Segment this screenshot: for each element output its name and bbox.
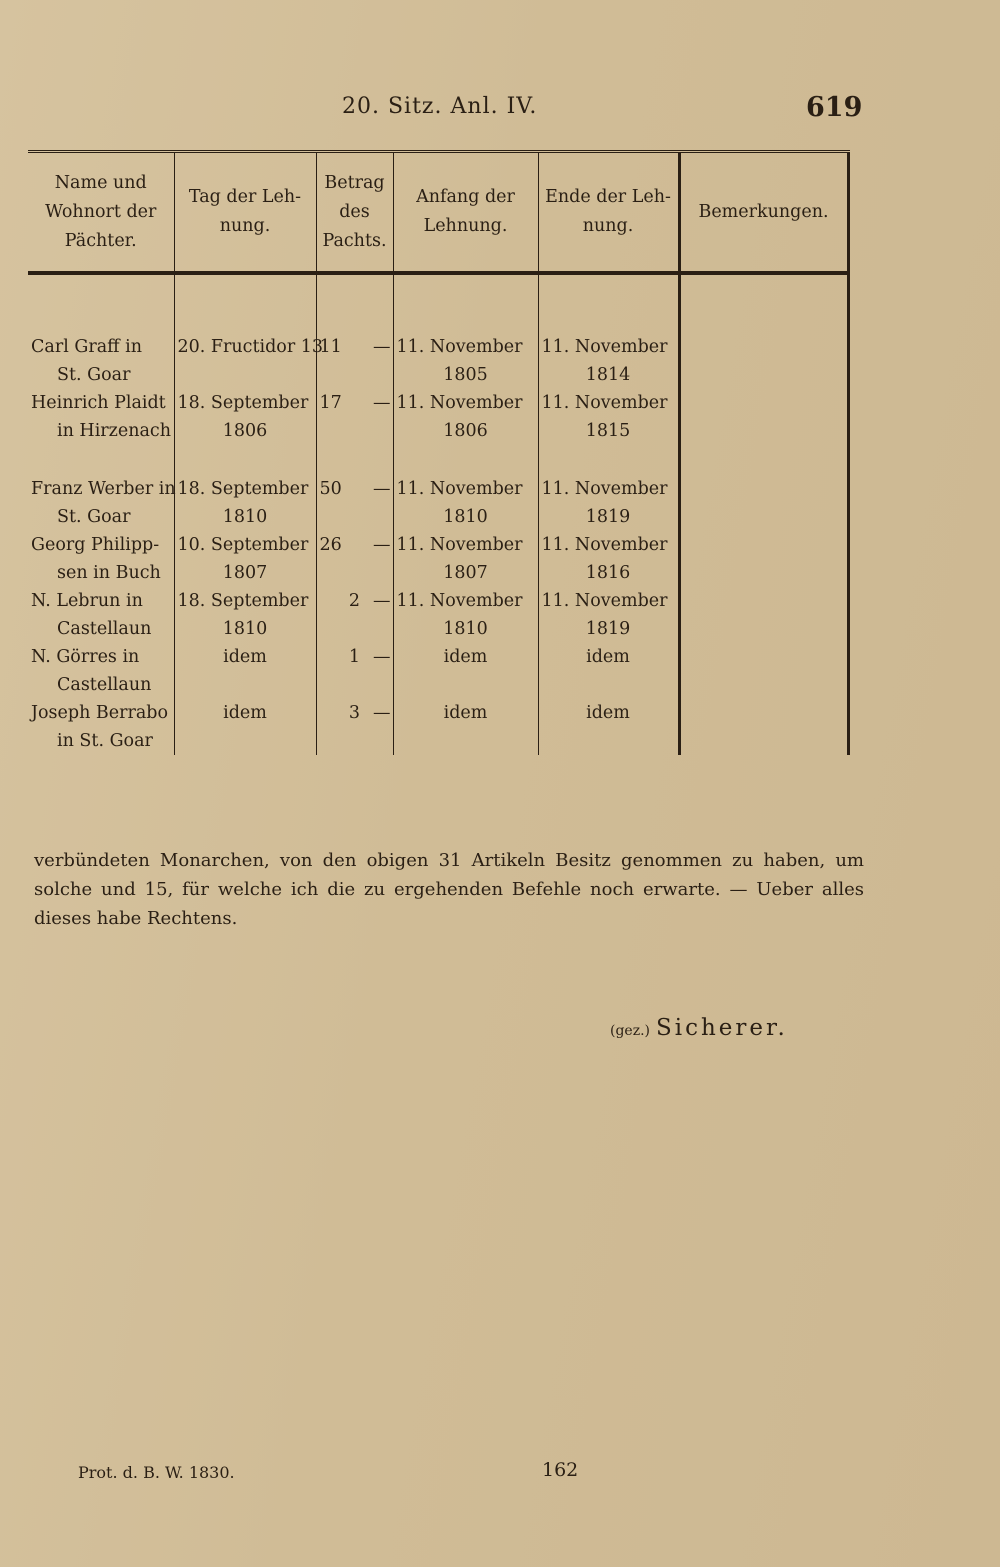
bemerkungen-cell	[679, 643, 848, 699]
name-line1: N. Lebrun in	[31, 591, 143, 611]
tag-cell	[174, 587, 316, 643]
ende-line2: 1819	[585, 619, 631, 639]
betrag-dash: —	[373, 479, 391, 499]
anfang-line1: 11. November	[396, 591, 523, 611]
ende-line1: 11. November	[541, 337, 668, 357]
tag-cell	[174, 699, 316, 755]
anfang-cell	[393, 333, 538, 389]
anfang-line2: 1807	[443, 563, 488, 583]
betrag-dash: —	[373, 535, 391, 555]
tag-cell	[174, 475, 316, 531]
anfang-line2: 1810	[443, 619, 488, 639]
betrag-value: 3	[348, 703, 361, 723]
tag-line1: idem	[223, 703, 267, 723]
tag-line1: 10. September	[177, 535, 309, 555]
page-number: 619	[806, 92, 863, 123]
signature-name: Sicherer.	[656, 1015, 788, 1041]
table-row	[28, 333, 848, 389]
name-line1: Heinrich Plaidt	[31, 393, 166, 413]
ende-line2: 1815	[585, 421, 631, 441]
bemerkungen-cell	[679, 475, 848, 531]
anfang-cell	[393, 643, 538, 699]
ende-line1: idem	[586, 703, 630, 723]
betrag-value: 2	[348, 591, 361, 611]
betrag-dash: —	[373, 393, 391, 413]
tag-line2: 1807	[222, 563, 268, 583]
tag-cell	[174, 643, 316, 699]
header-betrag: Betrag des Pachts.	[316, 152, 393, 274]
ende-cell	[538, 587, 679, 643]
tag-line1: idem	[223, 647, 267, 667]
name-cell	[28, 699, 174, 755]
name-line1: Joseph Berrabo	[31, 703, 169, 723]
footer-sheet-number: 162	[542, 1459, 579, 1481]
anfang-line1: 11. November	[396, 535, 523, 555]
header-tag: Tag der Leh- nung.	[174, 152, 316, 274]
betrag-dash: —	[373, 647, 391, 667]
lease-table	[28, 150, 850, 755]
ende-cell	[538, 699, 679, 755]
signature	[610, 1015, 788, 1041]
anfang-line1: 11. November	[396, 479, 523, 499]
anfang-line2: 1810	[443, 507, 488, 527]
table-row	[28, 389, 848, 445]
ende-line1: 11. November	[541, 393, 668, 413]
betrag-value: 1	[348, 647, 361, 667]
betrag-cell	[316, 587, 393, 643]
ende-cell	[538, 643, 679, 699]
tag-line1: 18. September	[177, 479, 309, 499]
ende-line1: 11. November	[541, 535, 668, 555]
name-line1: Georg Philipp-	[31, 535, 160, 555]
tag-line2: 1810	[222, 619, 268, 639]
name-cell	[28, 587, 174, 643]
tag-line2: 1806	[222, 421, 268, 441]
name-line1: Franz Werber in	[31, 479, 176, 499]
bemerkungen-cell	[679, 531, 848, 587]
betrag-dash: —	[373, 337, 391, 357]
ende-cell	[538, 475, 679, 531]
header-name: Name und Wohnort der Pächter.	[45, 172, 157, 251]
anfang-line2: 1805	[443, 365, 488, 385]
running-header: 20. Sitz. Anl. IV.	[342, 94, 538, 119]
bemerkungen-cell	[679, 587, 848, 643]
betrag-cell	[316, 643, 393, 699]
bemerkungen-cell	[679, 333, 848, 389]
anfang-cell	[393, 587, 538, 643]
table-row	[28, 475, 848, 531]
table-row	[28, 699, 848, 755]
betrag-cell	[316, 333, 393, 389]
betrag-dash: —	[373, 591, 391, 611]
anfang-cell	[393, 389, 538, 445]
name-line2: sen in Buch	[57, 563, 161, 583]
name-line2: Castellaun	[57, 619, 152, 639]
name-line2: in St. Goar	[57, 731, 153, 751]
tag-cell	[174, 531, 316, 587]
betrag-cell	[316, 475, 393, 531]
betrag-value: 11	[319, 337, 342, 357]
anfang-line2: 1806	[443, 421, 488, 441]
table-header-row	[28, 152, 848, 274]
name-cell	[28, 333, 174, 389]
ende-cell	[538, 531, 679, 587]
ende-line2: 1814	[585, 365, 631, 385]
anfang-cell	[393, 531, 538, 587]
tag-cell	[174, 333, 324, 389]
betrag-cell	[316, 389, 393, 445]
anfang-line1: 11. November	[396, 393, 523, 413]
betrag-cell	[316, 699, 393, 755]
table-row	[28, 587, 848, 643]
tag-line1: 20. Fructidor 13	[177, 337, 324, 357]
bemerkungen-cell	[679, 699, 848, 755]
ende-line2: 1819	[585, 507, 631, 527]
signature-prefix: (gez.)	[610, 1023, 650, 1039]
betrag-value: 17	[319, 393, 342, 413]
anfang-cell	[393, 699, 538, 755]
header-anfang: Anfang der Lehnung.	[393, 152, 538, 274]
tag-cell	[174, 389, 316, 445]
tag-line2: 1810	[222, 507, 268, 527]
body-paragraph: verbündeten Monarchen, von den obigen 31 Artikeln Besitz genommen zu haben, um solche und 15, für welche ich die zu ergehenden Befehle noch erwarte. — Ueber alles dieses habe Rechtens.	[34, 850, 864, 929]
name-line2: St. Goar	[57, 365, 131, 385]
ende-line1: 11. November	[541, 479, 668, 499]
betrag-cell	[316, 531, 393, 587]
name-line1: N. Görres in	[31, 647, 140, 667]
ende-line1: 11. November	[541, 591, 668, 611]
name-line2: St. Goar	[57, 507, 131, 527]
header-ende: Ende der Leh- nung.	[538, 152, 679, 274]
tag-line1: 18. September	[177, 393, 309, 413]
tag-line1: 18. September	[177, 591, 309, 611]
betrag-value: 26	[319, 535, 342, 555]
ende-cell	[538, 389, 679, 445]
anfang-line1: 11. November	[396, 337, 523, 357]
anfang-line1: idem	[443, 647, 488, 667]
betrag-dash: —	[373, 703, 391, 723]
name-cell	[28, 475, 174, 531]
table-row	[28, 531, 848, 587]
name-line2: Castellaun	[57, 675, 152, 695]
footer-protocol: Prot. d. B. W. 1830.	[78, 1463, 235, 1482]
ende-cell	[538, 333, 679, 389]
name-cell	[28, 531, 174, 587]
name-line2: in Hirzenach	[57, 421, 172, 441]
name-cell	[28, 643, 174, 699]
name-cell	[28, 389, 174, 445]
header-bemerkungen: Bemerkungen.	[679, 152, 848, 274]
anfang-cell	[393, 475, 538, 531]
bemerkungen-cell	[679, 389, 848, 445]
table-gap-row	[28, 445, 848, 475]
betrag-value: 50	[319, 479, 342, 499]
table-row	[28, 643, 848, 699]
name-line1: Carl Graff in	[31, 337, 142, 357]
ende-line2: 1816	[585, 563, 631, 583]
table-spacer-row	[28, 273, 848, 333]
anfang-line1: idem	[443, 703, 488, 723]
ende-line1: idem	[586, 647, 630, 667]
